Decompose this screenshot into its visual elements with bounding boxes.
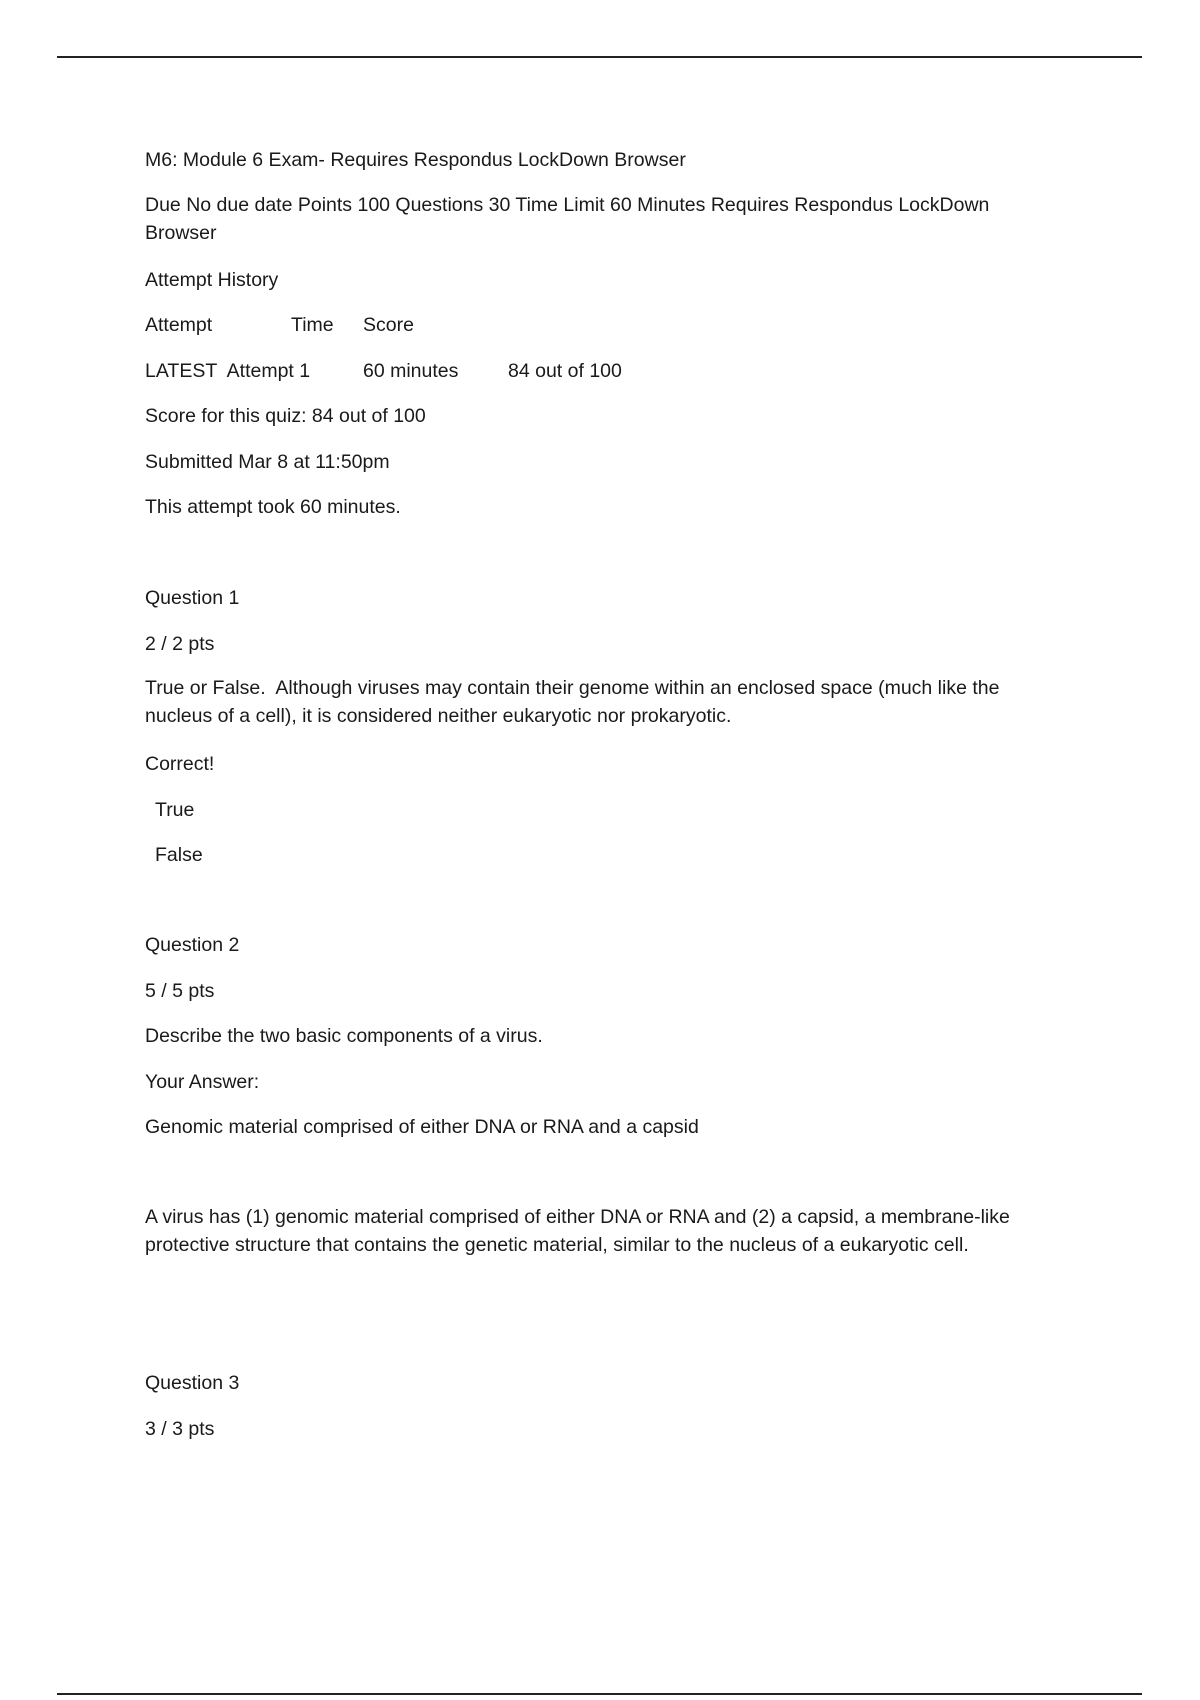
question-2-text: Describe the two basic components of a virus. [145,1025,543,1047]
question-1-label: Question 1 [145,587,240,609]
question-2-answer: Genomic material comprised of either DNA or RNA and a capsid [145,1116,699,1138]
attempt-row-time: 60 minutes [363,360,459,382]
question-2-label: Question 2 [145,934,240,956]
question-3-label: Question 3 [145,1372,240,1394]
attempt-history-heading: Attempt History [145,269,279,291]
submitted-time: Submitted Mar 8 at 11:50pm [145,451,390,473]
attempt-header-score: Score [363,314,414,336]
question-1-option-true[interactable]: True [155,799,195,821]
question-2-answer-label: Your Answer: [145,1071,260,1093]
attempt-row-attempt[interactable]: LATEST Attempt 1 [145,360,311,382]
attempt-header-time: Time [291,314,334,336]
question-1-points: 2 / 2 pts [145,633,215,655]
header-rule [57,56,1142,58]
question-1-status: Correct! [145,753,215,775]
quiz-score: Score for this quiz: 84 out of 100 [145,405,426,427]
attempt-duration: This attempt took 60 minutes. [145,496,401,518]
question-2-explanation: A virus has (1) genomic material comprised of either DNA or RNA and (2) a capsid, a membrane-like protective structure that contains the genetic material, similar to the nucleus of a eukaryotic cell. [145,1206,1010,1256]
question-1-text: True or False. Although viruses may contain their genome within an enclosed space (much like the nucleus of a cell), it is considered neither eukaryotic nor prokaryotic. [145,677,1005,727]
question-2-points: 5 / 5 pts [145,980,215,1002]
question-3-points: 3 / 3 pts [145,1418,215,1440]
attempt-header-attempt: Attempt [145,314,213,336]
attempt-row-score: 84 out of 100 [508,360,622,382]
question-1-option-false[interactable]: False [155,844,203,866]
footer-rule [57,1693,1142,1695]
exam-title: M6: Module 6 Exam- Requires Respondus LockDown Browser [145,149,686,171]
exam-info: Due No due date Points 100 Questions 30 Time Limit 60 Minutes Requires Respondus LockDown Browser [145,194,990,244]
